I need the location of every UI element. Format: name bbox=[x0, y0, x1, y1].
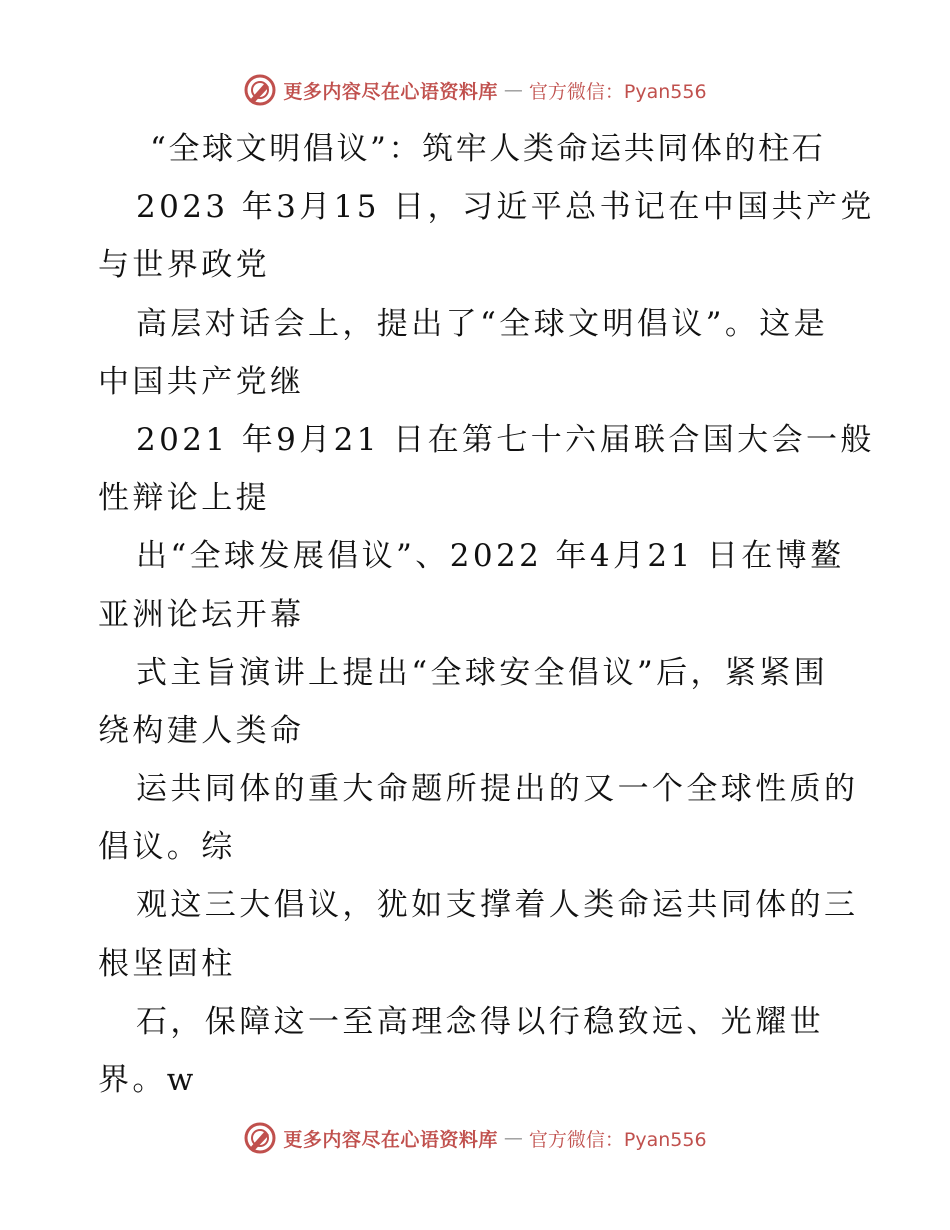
footer-watermark bbox=[0, 1118, 950, 1158]
watermark-contact: 官方微信：Pyan556 bbox=[528, 1128, 707, 1151]
doc-line: 亚洲论坛开幕 bbox=[98, 596, 305, 633]
doc-title: “全球文明倡议”：筑牢人类命运共同体的柱石 bbox=[150, 131, 826, 167]
doc-line: 观这三大倡议，犹如支撑着人类命运共同体的三 bbox=[136, 887, 859, 924]
doc-line: 性辩论上提 bbox=[98, 480, 270, 517]
doc-line: 式主旨演讲上提出“全球安全倡议”后，紧紧围 bbox=[136, 654, 829, 691]
doc-line: 界。w bbox=[98, 1062, 197, 1098]
document-body bbox=[98, 120, 875, 1109]
doc-line: 出“全球发展倡议”、2022 年4月21 日在博鳌 bbox=[136, 538, 845, 575]
watermark-contact: 官方微信：Pyan556 bbox=[528, 80, 707, 103]
doc-line: 2021 年9月21 日在第七十六届联合国大会一般 bbox=[136, 421, 875, 458]
doc-line: 中国共产党继 bbox=[98, 363, 305, 400]
doc-line: 绕构建人类命 bbox=[98, 712, 305, 749]
doc-line: 石，保障这一至高理念得以行稳致远、光耀世 bbox=[136, 1003, 824, 1040]
doc-line: 与世界政党 bbox=[98, 247, 270, 284]
doc-line: 倡议。综 bbox=[98, 829, 236, 866]
doc-line: 2023 年3月15 日，习近平总书记在中国共产党 bbox=[136, 189, 875, 226]
watermark-text: 更多内容尽在心语资料库 bbox=[283, 80, 498, 103]
header-watermark bbox=[0, 70, 950, 110]
pen-logo-icon bbox=[243, 1121, 277, 1155]
doc-line: 运共同体的重大命题所提出的又一个全球性质的 bbox=[136, 771, 859, 808]
pen-logo-icon bbox=[243, 73, 277, 107]
watermark-dash: — bbox=[503, 79, 523, 101]
doc-line: 高层对话会上，提出了“全球文明倡议”。这是 bbox=[136, 305, 829, 342]
watermark-text: 更多内容尽在心语资料库 bbox=[283, 1128, 498, 1151]
doc-line: 根坚固柱 bbox=[98, 945, 236, 982]
watermark-dash: — bbox=[503, 1127, 523, 1149]
